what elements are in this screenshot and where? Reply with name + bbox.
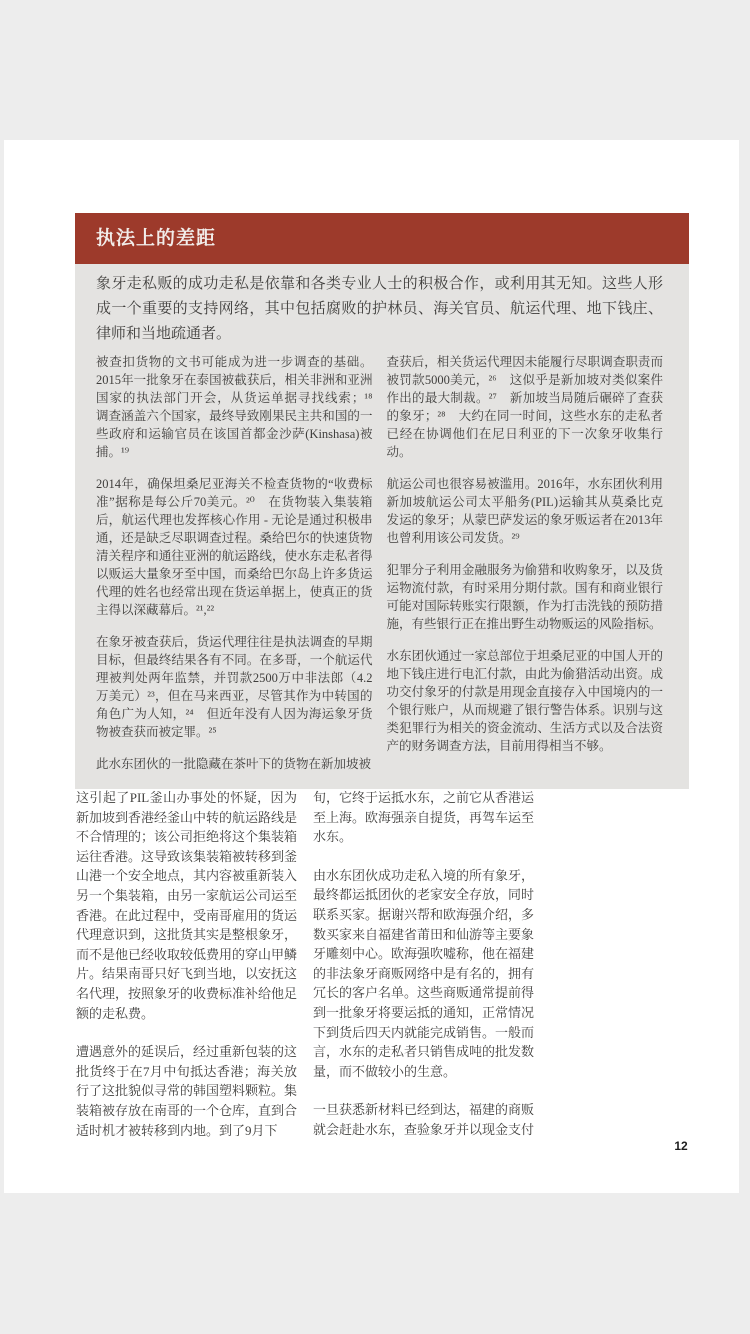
- paragraph: 航运公司也很容易被滥用。2016年，水东团伙利用新加坡航运公司太平船务(PIL)运输其从莫桑比克发运的象牙；从蒙巴萨发运的象牙贩运者在2013年也曾利用该公司发货。²⁹: [386, 477, 663, 545]
- paragraph: 查获后，相关货运代理因未能履行尽职调查职责而被罚款5000美元，²⁶ 这似乎是新加坡对类似案件作出的最大制裁。²⁷ 新加坡当局随后碾碎了查获的象牙；²⁸ 大约在同一时间，这些水东的走私者已经在协调他们在尼日利亚的下一次象牙收集行动。: [386, 355, 663, 459]
- page-number: 12: [674, 1139, 688, 1153]
- body-text-columns: [76, 788, 535, 1140]
- paragraph: 一旦获悉新材料已经到达，福建的商贩就会赶赴水东，查验象牙并以现金支付: [313, 1102, 535, 1137]
- body-column-left: [76, 788, 297, 1140]
- paragraph: 2014年，确保坦桑尼亚海关不检查货物的“收费标准”据称是每公斤70美元。²⁰ 在货物装入集装箱后，航运代理也发挥核心作用 - 无论是通过积极串通，还是缺乏尽职调查过程。桑给巴尔的快速货物清关程序和通往亚洲的航运路线，使水东走私者得以贩运大量象牙至中国，而桑给巴尔岛上许多货运代理的姓名也经常出现在货运单据上，使真正的货主得以深藏幕后。²¹,²²: [96, 477, 373, 617]
- report-page: [4, 140, 739, 1193]
- infobox-column-right: [387, 353, 664, 773]
- infobox-body: [75, 264, 689, 789]
- infobox-title: 执法上的差距: [96, 228, 217, 249]
- body-column-right: [313, 788, 534, 1140]
- paragraph: 被查扣货物的文书可能成为进一步调查的基础。2015年一批象牙在泰国被截获后，相关非洲和亚洲国家的执法部门开会，从货运单据寻找线索；¹⁸ 调查涵盖六个国家，最终导致刚果民主共和国的一些政府和运输官员在该国首都金沙萨(Kinshasa)被捕。¹⁹: [96, 355, 386, 459]
- paragraph: 遭遇意外的延误后，经过重新包装的这批货终于在7月中旬抵达香港；海关放行了这批貌似寻常的韩国塑料颗粒。集装箱被存放在南哥的一个仓库，直到合适时机才被转移到内地。到了9月下: [76, 1044, 298, 1138]
- infobox-intro-paragraph: 象牙走私贩的成功走私是依靠和各类专业人士的积极合作，或利用其无知。这些人形成一个重要的支持网络，其中包括腐败的护林员、海关官员、航运代理、地下钱庄、律师和当地疏通者。: [96, 276, 663, 342]
- infobox-header: [75, 213, 689, 264]
- paragraph: 在象牙被查获后，货运代理往往是执法调查的早期目标，但最终结果各有不同。在多哥，一个航运代理被判处两年监禁，并罚款2500万中非法郎（4.2万美元）²³，但在马来西亚，尽管其作为中转国的角色广为人知，²⁴ 但近年没有人因为海运象牙货物被查获而被定罪。²⁵: [96, 635, 373, 739]
- paragraph: 旬，它终于运抵水东，之前它从香港运至上海。欧海强亲自提货，再驾车运至水东。: [313, 790, 535, 845]
- paragraph: 这引起了PIL釜山办事处的怀疑，因为新加坡到香港经釜山中转的航运路线是不合情理的；该公司拒绝将这个集装箱运往香港。这导致该集装箱被转移到釜山港一个安全地点，其内容被重新装入另一个集装箱，由另一家航运公司运至香港。在此过程中，受南哥雇用的货运代理意识到，这批货其实是整根象牙，而不是他已经收取较低费用的穿山甲鳞片。结果南哥只好飞到当地，以安抚这名代理，按照象牙的收费标准补给他足额的走私费。: [76, 790, 298, 1021]
- paragraph: 水东团伙通过一家总部位于坦桑尼亚的中国人开的地下钱庄进行电汇付款，由此为偷猎活动出资。成功交付象牙的付款是用现金直接存入中国境内的一个银行账户，从而规避了银行警告体系。识别与这类犯罪行为相关的资金流动、生活方式以及合法资产的财务调查方法，目前用得相当不够。: [386, 649, 663, 753]
- enforcement-gap-infobox: [75, 213, 689, 789]
- paragraph: 犯罪分子利用金融服务为偷猎和收购象牙，以及货运物流付款，有时采用分期付款。国有和商业银行可能对国际转账实行限额，作为打击洗钱的预防措施，有些银行正在推出野生动物贩运的风险指标。: [386, 563, 663, 631]
- infobox-columns: [96, 353, 663, 773]
- infobox-column-left: [96, 353, 386, 773]
- paragraph: 此水东团伙的一批隐藏在茶叶下的货物在新加坡被: [96, 757, 372, 771]
- paragraph: 由水东团伙成功走私入境的所有象牙，最终都运抵团伙的老家安全存放，同时联系买家。据谢兴帮和欧海强介绍，多数买家来自福建省莆田和仙游等主要象牙雕刻中心。欧海强吹嘘称，他在福建的非法象牙商贩网络中是有名的，拥有冗长的客户名单。这些商贩通常提前得到一批象牙将要运抵的通知，正常情况下到货后四天内就能完成销售。一般而言，水东的走私者只销售成吨的批发数量，而不做较小的生意。: [313, 867, 535, 1079]
